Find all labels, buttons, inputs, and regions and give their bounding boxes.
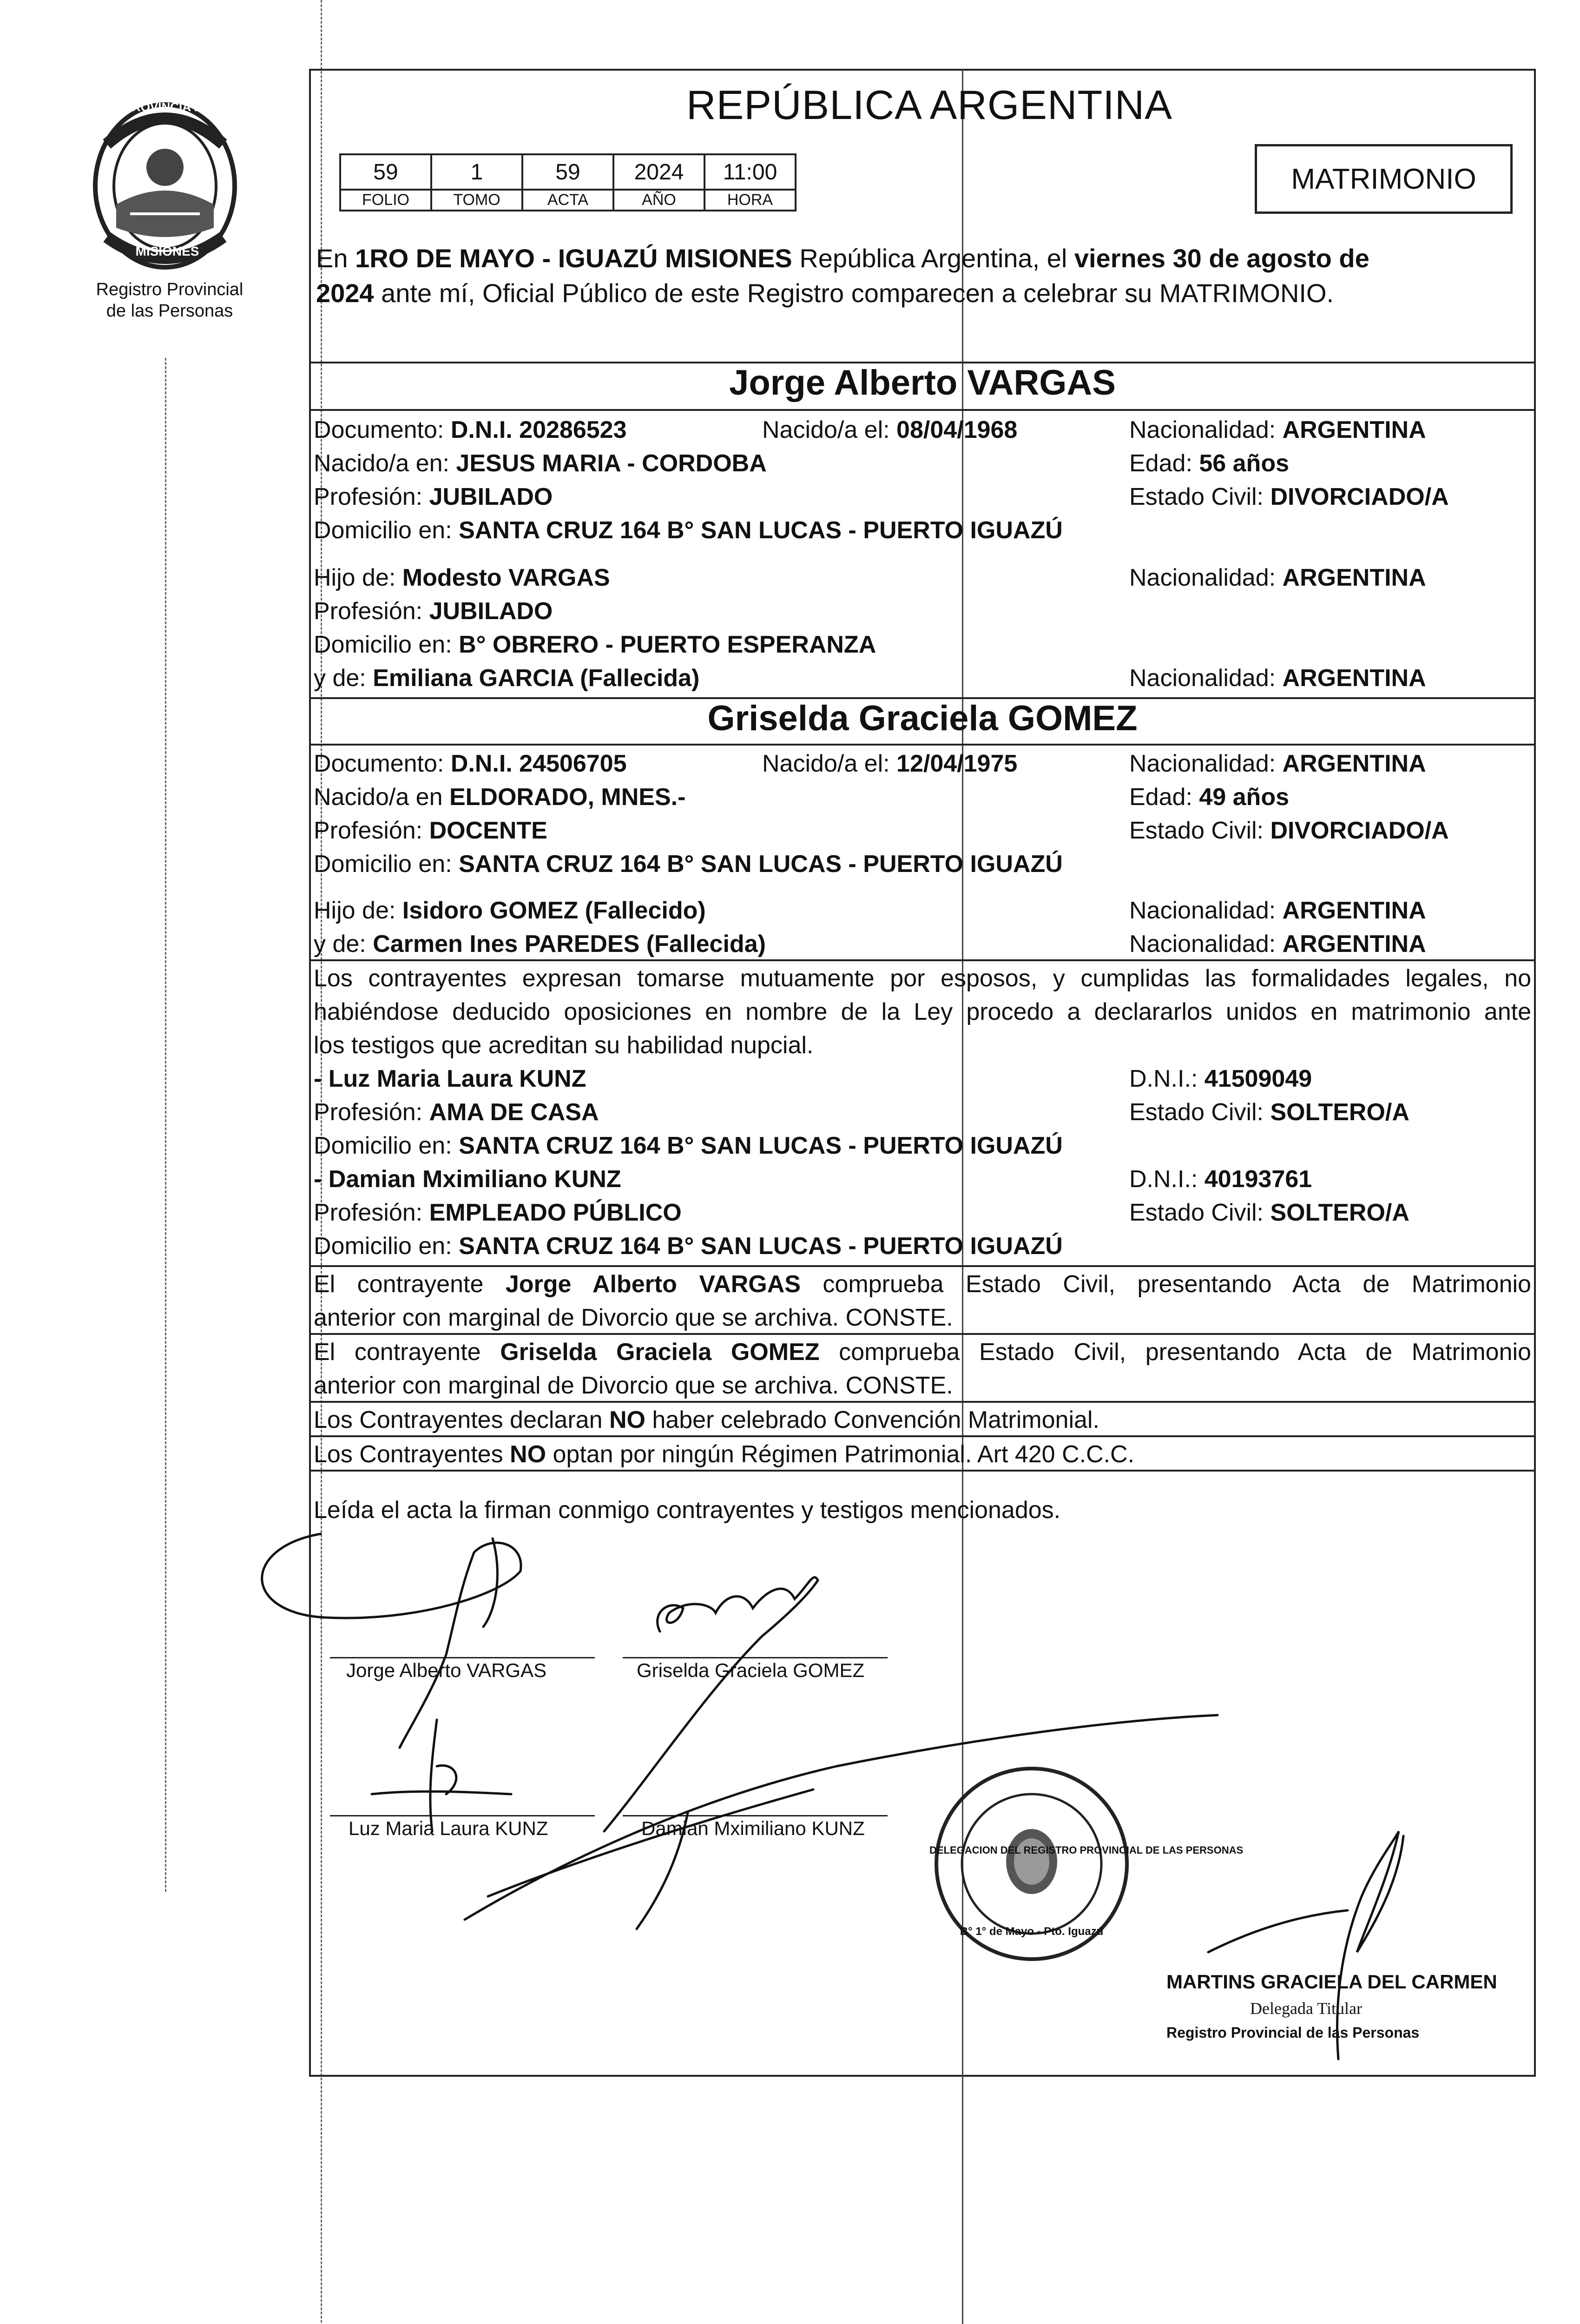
divider <box>309 409 1536 411</box>
text: Los Contrayentes <box>314 1441 510 1468</box>
divider <box>309 1265 1536 1267</box>
text: optan por ningún Régimen Patrimonial. Art 420 C.C.C. <box>546 1441 1135 1468</box>
text: El contrayente <box>314 1339 500 1366</box>
tomo-value: 1 <box>431 154 522 190</box>
value: DIVORCIADO/A <box>1270 817 1449 844</box>
groom-civil-note-1 <box>314 1268 1531 1301</box>
label: Nacionalidad: <box>1129 564 1283 591</box>
seal-text-bottom: MISIONES <box>135 244 199 258</box>
label: Nacido/a en <box>314 784 449 811</box>
groom-address <box>314 514 1063 547</box>
declaration-line-2: habiéndose deducido oposiciones en nombre de la Ley procedo a declararlos unidos en matrimonio ante <box>314 998 1531 1025</box>
value: SOLTERO/A <box>1270 1199 1409 1226</box>
convention-note <box>314 1404 1099 1436</box>
label: Domicilio en: <box>314 851 459 878</box>
value: NO <box>510 1441 546 1468</box>
bride-age <box>1129 781 1289 813</box>
label: Domicilio en: <box>314 1132 459 1159</box>
divider <box>309 1435 1536 1437</box>
divider <box>309 959 1536 961</box>
hora-label: HORA <box>704 190 796 211</box>
bride-document <box>314 747 627 780</box>
label: Nacionalidad: <box>1129 750 1283 777</box>
folio-value: 59 <box>340 154 431 190</box>
bride-father-nationality <box>1129 894 1426 927</box>
value: AMA DE CASA <box>429 1099 599 1126</box>
label: Estado Civil: <box>1129 1099 1271 1126</box>
groom-civil-note-2: anterior con marginal de Divorcio que se archiva. CONSTE. <box>314 1304 953 1331</box>
signature-line-witness-1 <box>330 1815 595 1816</box>
bride-civil-status <box>1129 814 1449 847</box>
bride-name: Griselda Graciela GOMEZ <box>707 699 1138 738</box>
anio-value: 2024 <box>613 154 704 190</box>
regime-note <box>314 1438 1134 1471</box>
value: ARGENTINA <box>1282 564 1426 591</box>
official-title: Delegada Titular <box>1250 1999 1362 2018</box>
groom-age <box>1129 447 1289 480</box>
bride-civil-note-1 <box>314 1336 1531 1368</box>
text: El contrayente <box>314 1271 506 1298</box>
bride-mother <box>314 928 766 960</box>
value: NO <box>609 1406 645 1433</box>
document-type-box: MATRIMONIO <box>1255 144 1513 214</box>
witness-2-civil-status <box>1129 1196 1409 1229</box>
label: Edad: <box>1129 784 1199 811</box>
groom-civil-status <box>1129 481 1449 513</box>
label: Profesión: <box>314 1099 429 1126</box>
signature-label-witness-2: Damian Mximiliano KUNZ <box>641 1817 865 1839</box>
value: DOCENTE <box>429 817 547 844</box>
registry-label <box>65 279 274 322</box>
label: Profesión: <box>314 483 429 510</box>
label: Hijo de: <box>314 897 402 924</box>
value: ARGENTINA <box>1282 750 1426 777</box>
groom-father-address <box>314 628 876 661</box>
text: haber celebrado Convención Matrimonial. <box>645 1406 1099 1433</box>
intro-text: En <box>316 244 356 273</box>
label: Nacionalidad: <box>1129 897 1283 924</box>
label: D.N.I.: <box>1129 1166 1205 1193</box>
bride-father <box>314 894 706 927</box>
signature-label-bride: Griselda Graciela GOMEZ <box>637 1659 865 1681</box>
witness-1-civil-status <box>1129 1096 1409 1129</box>
value: SOLTERO/A <box>1270 1099 1409 1126</box>
groom-profession <box>314 481 553 513</box>
registry-label-line2: de las Personas <box>106 301 233 321</box>
value: 40193761 <box>1204 1166 1312 1193</box>
bride-nationality <box>1129 747 1426 780</box>
label: Profesión: <box>314 817 429 844</box>
intro-year: 2024 <box>316 278 374 308</box>
intro-text-mid: República Argentina, el <box>792 244 1074 273</box>
intro-line-1 <box>316 242 1536 275</box>
acta-label: ACTA <box>522 190 613 211</box>
bride-address <box>314 848 1063 880</box>
value: Griselda Graciela GOMEZ <box>500 1339 820 1366</box>
bride-mother-nationality <box>1129 928 1426 960</box>
witness-2-address <box>314 1230 1063 1262</box>
value: ARGENTINA <box>1282 931 1426 957</box>
value: ARGENTINA <box>1282 416 1426 443</box>
signature-line-bride <box>623 1657 888 1658</box>
fold-line <box>962 70 963 2324</box>
label: Domicilio en: <box>314 517 459 544</box>
value: JESUS MARIA - CORDOBA <box>456 450 767 477</box>
intro-line-2 <box>316 277 1536 310</box>
groom-father-profession <box>314 595 553 627</box>
groom-father-nationality <box>1129 561 1426 594</box>
label: y de: <box>314 665 373 692</box>
witness-1-address <box>314 1129 1063 1162</box>
value: 41509049 <box>1204 1065 1312 1092</box>
registry-table <box>339 153 797 211</box>
bride-birthplace <box>314 781 685 813</box>
value: Isidoro GOMEZ (Fallecido) <box>402 897 706 924</box>
hora-value: 11:00 <box>704 154 796 190</box>
bride-profession <box>314 814 547 847</box>
value: ARGENTINA <box>1282 897 1426 924</box>
label: Estado Civil: <box>1129 1199 1271 1226</box>
label: Nacido/a en: <box>314 450 456 477</box>
text: comprueba Estado Civil, presentando Acta de Matrimonio <box>800 1271 1531 1298</box>
stamp-inner-text: B° 1° de Mayo - Pto. Iguazú <box>960 1925 1104 1938</box>
witness-1-dni <box>1129 1063 1312 1095</box>
value: ELDORADO, MNES.- <box>449 784 686 811</box>
groom-nationality <box>1129 414 1426 446</box>
signature-line-witness-2 <box>623 1815 888 1816</box>
witness-1-profession <box>314 1096 599 1129</box>
value: - Damian Mximiliano KUNZ <box>314 1166 621 1193</box>
value: D.N.I. 24506705 <box>450 750 627 777</box>
label: Nacionalidad: <box>1129 665 1283 692</box>
value: B° OBRERO - PUERTO ESPERANZA <box>459 631 876 658</box>
intro-place: 1RO DE MAYO - IGUAZÚ MISIONES <box>355 244 792 273</box>
value: SANTA CRUZ 164 B° SAN LUCAS - PUERTO IGUAZÚ <box>459 851 1063 878</box>
value: Carmen Ines PAREDES (Fallecida) <box>373 931 766 957</box>
tomo-label: TOMO <box>431 190 522 211</box>
label: D.N.I.: <box>1129 1065 1205 1092</box>
witness-2-dni <box>1129 1163 1312 1195</box>
label: Nacido/a el: <box>762 750 897 777</box>
label: Profesión: <box>314 1199 429 1226</box>
value: ARGENTINA <box>1282 665 1426 692</box>
signature-label-groom: Jorge Alberto VARGAS <box>346 1659 547 1681</box>
official-stamp <box>929 1762 1244 1966</box>
groom-name: Jorge Alberto VARGAS <box>729 363 1116 403</box>
intro-date: viernes 30 de agosto de <box>1074 244 1369 273</box>
witness-2-name <box>314 1163 621 1195</box>
groom-mother-nationality <box>1129 662 1426 694</box>
declaration-line-1: Los contrayentes expresan tomarse mutuamente por esposos, y cumplidas las formalidades legales, no <box>314 965 1531 992</box>
divider <box>309 1333 1536 1335</box>
signature-label-witness-1: Luz Maria Laura KUNZ <box>349 1817 548 1839</box>
seal-text-top: PROVINCIA DE <box>124 100 211 114</box>
label: y de: <box>314 931 373 957</box>
label: Nacionalidad: <box>1129 416 1283 443</box>
value: EMPLEADO PÚBLICO <box>429 1199 682 1226</box>
anio-label: AÑO <box>613 190 704 211</box>
value: SANTA CRUZ 164 B° SAN LUCAS - PUERTO IGUAZÚ <box>459 517 1063 544</box>
label: Documento: <box>314 750 451 777</box>
value: - Luz Maria Laura KUNZ <box>314 1065 586 1092</box>
label: Edad: <box>1129 450 1199 477</box>
value: SANTA CRUZ 164 B° SAN LUCAS - PUERTO IGUAZÚ <box>459 1233 1063 1260</box>
bride-birthdate <box>762 747 1017 780</box>
witness-2-profession <box>314 1196 682 1229</box>
label: Profesión: <box>314 598 429 625</box>
label: Domicilio en: <box>314 1233 459 1260</box>
label: Estado Civil: <box>1129 817 1271 844</box>
value: 12/04/1975 <box>896 750 1018 777</box>
margin-line-left <box>165 358 166 1892</box>
page-title: REPÚBLICA ARGENTINA <box>686 82 1172 128</box>
value: DIVORCIADO/A <box>1270 483 1449 510</box>
value: JUBILADO <box>429 598 553 625</box>
folio-label: FOLIO <box>340 190 431 211</box>
official-name: MARTINS GRACIELA DEL CARMEN <box>1166 1971 1497 1993</box>
value: D.N.I. 20286523 <box>450 416 627 443</box>
declaration-line-3: los testigos que acreditan su habilidad nupcial. <box>314 1032 814 1059</box>
value: 56 años <box>1199 450 1289 477</box>
divider <box>309 1470 1536 1472</box>
label: Nacionalidad: <box>1129 931 1283 957</box>
text: comprueba Estado Civil, presentando Acta de Matrimonio <box>819 1339 1531 1366</box>
acta-value: 59 <box>522 154 613 190</box>
groom-father <box>314 561 610 594</box>
value: 49 años <box>1199 784 1289 811</box>
official-office: Registro Provincial de las Personas <box>1166 2024 1420 2041</box>
value: 08/04/1968 <box>896 416 1018 443</box>
label: Nacido/a el: <box>762 416 897 443</box>
value: JUBILADO <box>429 483 553 510</box>
intro-text-rest: ante mí, Oficial Público de este Registro comparecen a celebrar su MATRIMONIO. <box>374 278 1334 308</box>
groom-document <box>314 414 627 446</box>
divider <box>309 1401 1536 1403</box>
value: Emiliana GARCIA (Fallecida) <box>373 665 700 692</box>
label: Estado Civil: <box>1129 483 1271 510</box>
stamp-text: DELEGACION DEL REGISTRO PROVINCIAL DE LAS PERSONAS <box>929 1844 1244 1856</box>
value: SANTA CRUZ 164 B° SAN LUCAS - PUERTO IGUAZÚ <box>459 1132 1063 1159</box>
divider <box>309 744 1536 746</box>
registry-label-line1: Registro Provincial <box>96 280 244 299</box>
groom-mother <box>314 662 699 694</box>
label: Documento: <box>314 416 451 443</box>
text: Los Contrayentes declaran <box>314 1406 609 1433</box>
groom-birthdate <box>762 414 1017 446</box>
label: Domicilio en: <box>314 631 459 658</box>
bride-civil-note-2: anterior con marginal de Divorcio que se archiva. CONSTE. <box>314 1372 953 1399</box>
label: Hijo de: <box>314 564 402 591</box>
signature-line-groom <box>330 1657 595 1658</box>
value: Jorge Alberto VARGAS <box>505 1271 801 1298</box>
groom-birthplace <box>314 447 767 480</box>
closing-statement: Leída el acta la firman conmigo contrayentes y testigos mencionados. <box>314 1497 1061 1524</box>
value: Modesto VARGAS <box>402 564 610 591</box>
witness-1-name <box>314 1063 586 1095</box>
